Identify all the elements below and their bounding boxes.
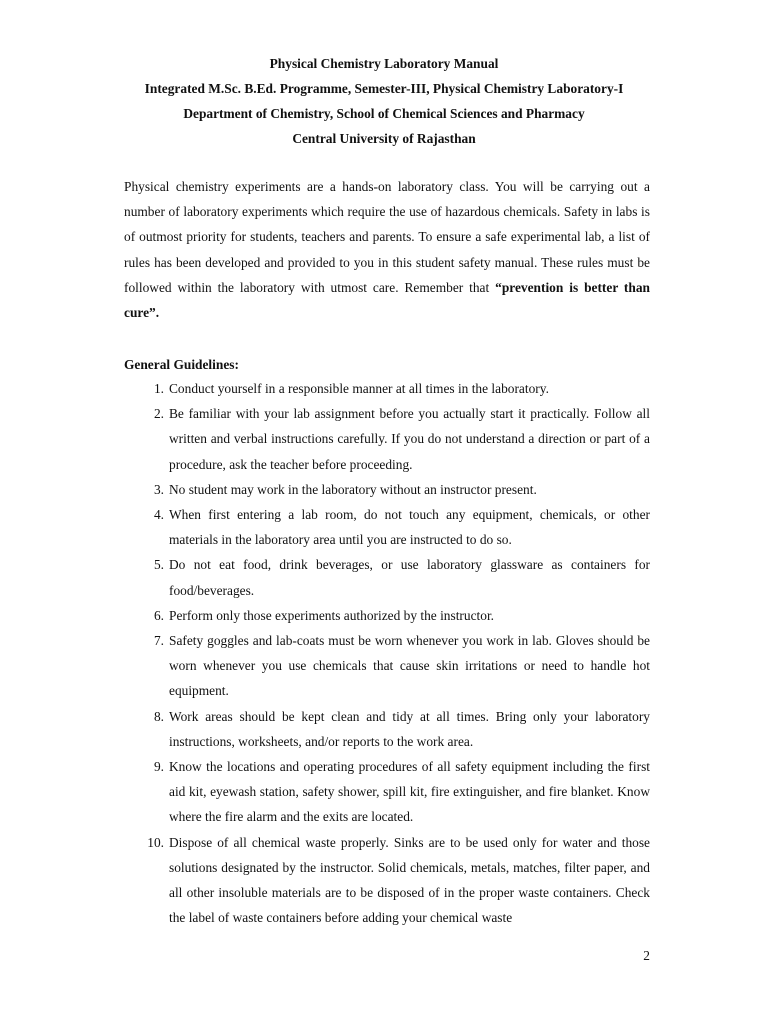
list-item	[124, 376, 650, 401]
item-text: Be familiar with your lab assignment before you actually start it practically. Follow all written and verbal instructions carefully. If you do not understand a direction or part of a procedure, ask the teacher before proceeding.	[169, 406, 650, 472]
list-item	[124, 552, 650, 602]
programme-line: Integrated M.Sc. B.Ed. Programme, Semester-III, Physical Chemistry Laboratory-I	[144, 81, 624, 96]
item-number: 3.	[153, 481, 164, 497]
list-item	[124, 754, 650, 830]
item-number: 9.	[153, 759, 164, 775]
item-text: Do not eat food, drink beverages, or use laboratory glassware as containers for food/beverages.	[169, 557, 650, 598]
list-item	[124, 502, 650, 552]
item-number: 7.	[153, 633, 164, 649]
item-text: Know the locations and operating procedures of all safety equipment including the first aid kit, eyewash station, safety shower, spill kit, fire extinguisher, and fire blanket. Know where the fire alarm and the exits are located.	[169, 759, 650, 825]
department-line: Department of Chemistry, School of Chemical Sciences and Pharmacy	[183, 106, 585, 121]
item-text: Conduct yourself in a responsible manner at all times in the laboratory.	[169, 381, 549, 396]
intro-emphasis: “prevention is better than cure”.	[124, 279, 650, 321]
item-text: Dispose of all chemical waste properly. Sinks are to be used only for water and those solutions designated by the instructor. Solid chemicals, metals, matches, filter paper, and all other insoluble materials are to be disposed of in the proper waste containers. Check the label of waste containers before adding your chemical waste	[169, 834, 650, 926]
item-text: Perform only those experiments authorized by the instructor.	[169, 607, 495, 623]
list-item	[124, 704, 650, 754]
section-heading: General Guidelines:	[124, 357, 239, 372]
list-item	[124, 603, 650, 628]
list-item	[124, 477, 650, 502]
item-number: 8.	[153, 708, 164, 724]
document-header	[0, 51, 768, 151]
item-number: 10.	[147, 834, 164, 850]
item-number: 4.	[153, 507, 164, 523]
item-number: 6.	[153, 607, 164, 623]
intro-text: Physical chemistry experiments are a hands-on laboratory class. You will be carrying out a number of laboratory experiments which require the use of hazardous chemicals. Safety in labs is of outmost priority for students, teachers and parents. To ensure a safe experimental lab, a list of rules has been developed and provided to you in this student safety manual. These rules must be followed within the laboratory with utmost care. Remember that	[124, 179, 650, 295]
guidelines-list	[124, 376, 650, 930]
item-text: When first entering a lab room, do not touch any equipment, chemicals, or other materials in the laboratory area until you are instructed to do so.	[169, 507, 650, 548]
manual-title: Physical Chemistry Laboratory Manual	[269, 56, 499, 71]
list-item	[124, 830, 650, 931]
item-text: No student may work in the laboratory without an instructor present.	[169, 481, 537, 497]
list-item	[124, 628, 650, 704]
intro-paragraph	[124, 174, 650, 325]
item-number: 5.	[153, 557, 164, 573]
page-number: 2	[643, 948, 650, 963]
item-number: 2.	[153, 406, 164, 422]
item-text: Safety goggles and lab-coats must be worn whenever you work in lab. Gloves should be worn whenever you use chemicals that cause skin irritations or need to handle hot equipment.	[169, 633, 650, 699]
item-text: Work areas should be kept clean and tidy at all times. Bring only your laboratory instructions, worksheets, and/or reports to the work area.	[169, 708, 650, 749]
item-number: 1.	[153, 381, 164, 396]
list-item	[124, 401, 650, 477]
university-line: Central University of Rajasthan	[292, 131, 476, 146]
